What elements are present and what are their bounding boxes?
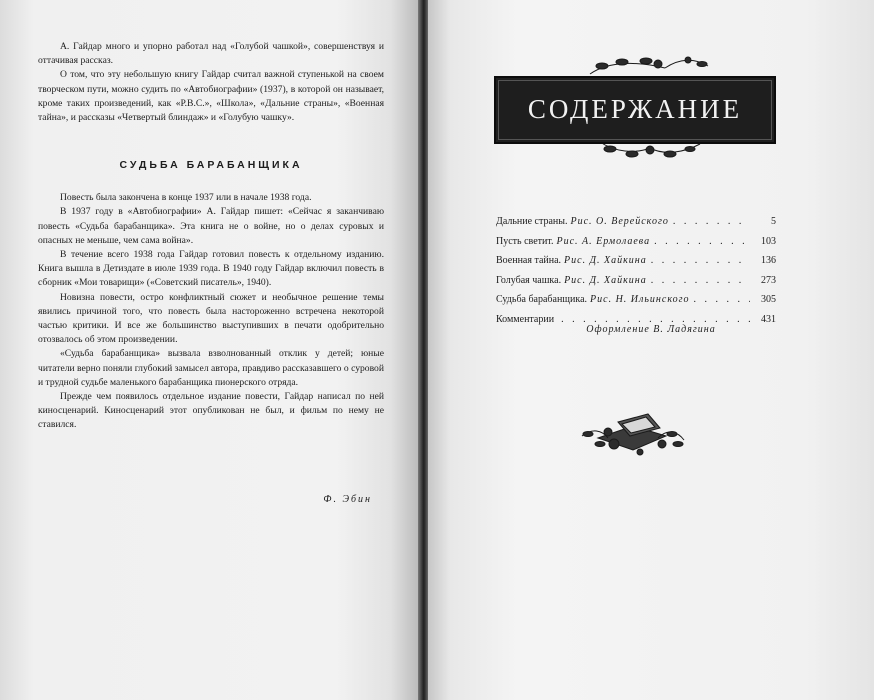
toc-entry (496, 232, 776, 252)
toc-illustrator: Рис. Д. Хайкина (564, 255, 647, 266)
toc-title: Военная тайна. (496, 255, 562, 266)
toc-leader (651, 271, 750, 291)
intro-paragraph: А. Гайдар много и упорно работал над «Голубой чашкой», совершенствуя и оттачивая рассказ. (38, 41, 384, 67)
toc-illustrator: Рис. А. Ермолаева (556, 235, 651, 247)
design-credit: Оформление В. Ладягина (586, 324, 716, 335)
toc-entry (496, 251, 776, 271)
toc-illustrator: Рис. Н. Ильинского (590, 294, 690, 305)
commentary-text (38, 40, 384, 433)
toc-page-number: 273 (761, 274, 776, 286)
toc-illustrator: Рис. О. Верейского (570, 216, 669, 227)
toc-entry (496, 212, 776, 232)
toc-illustrator: Рис. Д. Хайкина (564, 274, 647, 286)
left-page (0, 0, 420, 700)
toc-leader (651, 251, 750, 271)
toc-page-number: 5 (771, 216, 776, 227)
section-paragraph: В течение всего 1938 года Гайдар готовил повесть к отдельному изданию. Книга вышла в Детиздате в июле 1939 года. В 1940 году Гайдар включил повесть в сборник «Мои товарищи» («Советский писатель», 1940). (38, 249, 384, 289)
toc-title: Судьба барабанщика. (496, 294, 588, 305)
author-signature: Ф. Эбин (323, 494, 372, 505)
toc-page-number: 431 (761, 313, 776, 325)
toc-entry (496, 271, 776, 291)
contents-banner (490, 52, 814, 162)
toc-title: Дальние страны. (496, 216, 568, 227)
toc-page-number: 103 (761, 235, 776, 247)
intro-paragraph: О том, что эту небольшую книгу Гайдар считал важной ступенькой на своем творческом пути, можно судить по «Автобиографии» (1937), в которой он называет, кроме таких произведений, как «Р.В.С.», «Школа», «Дальние страны», «Военная тайна», и рассказы «Четвертый блиндаж» и «Голубую чашку». (38, 69, 384, 124)
toc-title: Пусть светит. (496, 235, 554, 247)
toc-page-number: 305 (761, 294, 776, 305)
toc-leader (694, 290, 750, 310)
toc-leader (673, 212, 750, 232)
toc-entry (496, 290, 776, 310)
contents-heading: СОДЕРЖАНИЕ (527, 94, 743, 124)
toc-title: Голубая чашка. (496, 274, 562, 286)
section-paragraph: «Судьба барабанщика» вызвала взволнованный отклик у детей; юные читатели верно поняли глубокий замысел автора, правдиво рассказавшего о суровой и трудной судьбе маленького барабанщика пионерского отряда. (38, 348, 384, 388)
section-paragraph: Прежде чем появилось отдельное издание повести, Гайдар написал по ней киносценарий. Киносценарий этот опубликован не был, и фильм по нему не ставился. (38, 391, 384, 431)
book-vignette-icon (578, 398, 688, 460)
section-paragraph: Новизна повести, остро конфликтный сюжет и необычное решение темы явились причиной того, что повесть была настороженно встречена некоторой частью критики. И все же большинство выступивших в печати одобрительно отозвалось об этом произведении. (38, 291, 384, 346)
toc-title: Комментарии (496, 313, 555, 325)
right-page (428, 0, 874, 700)
section-paragraph: В 1937 году в «Автобиографии» А. Гайдар пишет: «Сейчас я заканчиваю повесть «Судьба барабанщика». Эта книга не о войне, но о делах суровых и опасных не меньше, чем сама война». (38, 206, 384, 246)
section-paragraph: Повесть была закончена в конце 1937 или в начале 1938 года. (60, 192, 312, 204)
toc-leader (654, 232, 750, 252)
section-title: СУДЬБА БАРАБАНЩИКА (119, 159, 303, 172)
table-of-contents (496, 212, 776, 329)
toc-page-number: 136 (761, 255, 776, 266)
